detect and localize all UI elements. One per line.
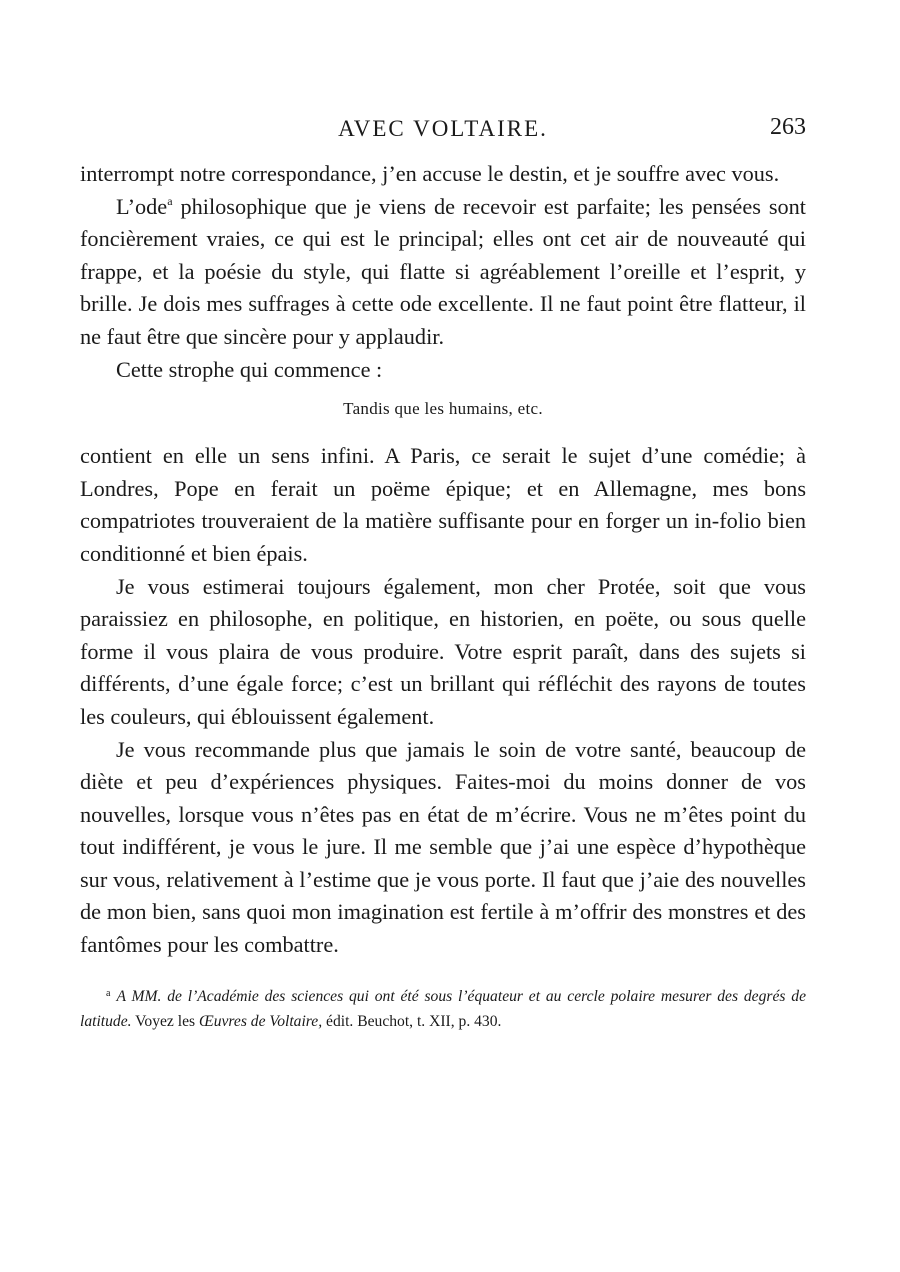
footnote-work-title: Œuvres de Voltaire, <box>198 1012 323 1030</box>
page-number: 263 <box>770 114 806 140</box>
footnote <box>80 984 806 1034</box>
paragraph-sante: Je vous recommande plus que jamais le soin de votre santé, beaucoup de diète et peu d’expériences physiques. Faites-moi du moins donner de vos nouvelles, lorsque vous n’êtes pas en état de m’écrire. Vous ne m’êtes point du tout indifférent, je vous le jure. Il me semble que j’ai une espèce d’hypothèque sur vous, relativement à l’estime que je vous porte. Il faut que j’aie des nouvelles de mon bien, sans quoi mon imagination est fertile à m’offrir des monstres et des fantômes pour les combattre. <box>80 736 806 958</box>
body-text <box>80 158 806 962</box>
footnote-citation: édit. Beuchot, t. XII, p. 430. <box>322 1012 502 1030</box>
footnote-plain-text: Voyez les <box>131 1012 199 1030</box>
paragraph-protee: Je vous estimerai toujours également, mon cher Protée, soit que vous paraissiez en philosophe, en politique, en historien, en poëte, ou sous quelle forme il vous plaira de vous produire. Votre esprit paraît, dans des sujets si différents, d’une égale force; c’est un brillant qui réfléchit des rayons de toutes les couleurs, qui éblouissent également. <box>80 573 806 729</box>
footnote-mark: a <box>106 987 111 999</box>
paragraph-sens-infini: contient en elle un sens infini. A Paris, ce serait le sujet d’une comédie; à Londres, Pope en ferait un poëme épique; et en Allemagne, mes bons compatriotes trouveraient de la matière suffisante pour en forger un in-folio bien conditionné et bien épais. <box>80 443 806 566</box>
footnote-italic-text: A MM. de l’Académie des sciences qui ont été sous l’équateur et au cercle polaire mesurer des degrés de latitude. <box>80 987 806 1030</box>
paragraph-ode <box>80 191 806 354</box>
paragraph-strophe: Cette strophe qui commence : <box>116 356 383 382</box>
paragraph-ode-start: L’ode <box>116 193 168 219</box>
running-head <box>80 112 806 148</box>
footnote-reference: a <box>167 193 173 208</box>
book-page <box>80 112 806 1034</box>
paragraph-continuation: interrompt notre correspondance, j’en accuse le destin, et je souffre avec vous. <box>80 161 780 186</box>
verse-quotation: Tandis que les humains, etc. <box>343 399 543 419</box>
running-title: AVEC VOLTAIRE. <box>338 116 548 141</box>
paragraph-ode-rest: philosophique que je viens de recevoir est parfaite; les pensées sont foncièrement vraies, ce qui est le principal; elles ont cet air de nouveauté qui frappe, et la poésie du style, qui flatte si agréablement l’oreille et l’esprit, y brille. Je dois mes suffrages à cette ode excellente. Il ne faut point être flatteur, il ne faut être que sincère pour y applaudir. <box>80 193 806 349</box>
